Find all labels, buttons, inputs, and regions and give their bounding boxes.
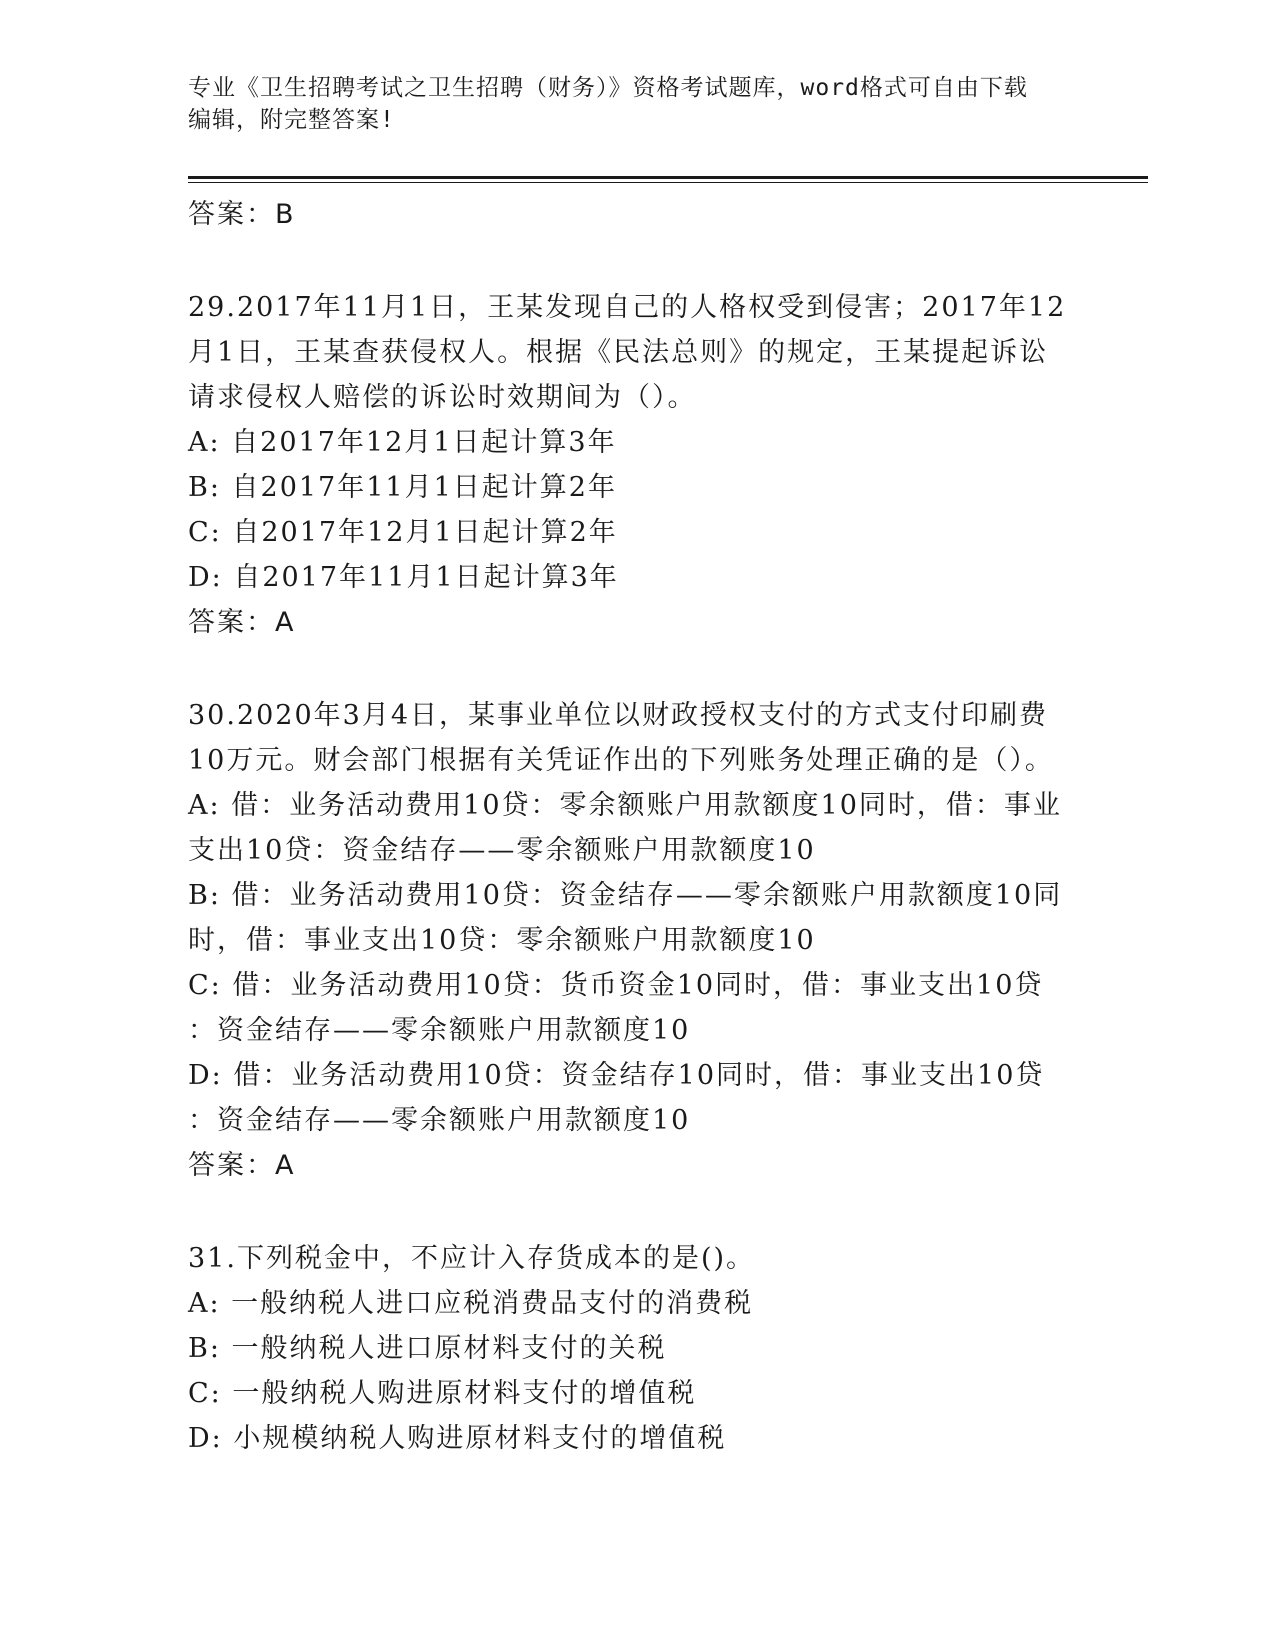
- question-29-option-b: B: 自2017年11月1日起计算2年: [188, 472, 617, 503]
- question-30-option-d-cont: ：资金结存——零余额账户用款额度10: [188, 1105, 691, 1136]
- question-30-option-a-cont: 支出10贷：资金结存——零余额账户用款额度10: [188, 835, 816, 866]
- answer-prev: 答案：B: [188, 199, 296, 230]
- question-29-stem-line: 月1日，王某查获侵权人。根据《民法总则》的规定，王某提起诉讼: [188, 337, 1049, 368]
- question-30: [188, 693, 1088, 1188]
- header-line-1: 专业《卫生招聘考试之卫生招聘（财务）》资格考试题库，word格式可自由下载: [188, 75, 1028, 101]
- page-header: [188, 72, 1068, 136]
- question-29-option-a: A: 自2017年12月1日起计算3年: [188, 427, 617, 458]
- question-31: [188, 1236, 1088, 1461]
- question-29-stem-line: 请求侵权人赔偿的诉讼时效期间为（）。: [188, 382, 697, 413]
- question-30-option-c: C: 借：业务活动费用10贷：货币资金10同时，借：事业支出10贷: [188, 970, 1044, 1001]
- question-30-option-b-cont: 时，借：事业支出10贷：零余额账户用款额度10: [188, 925, 816, 956]
- question-31-option-c: C: 一般纳税人购进原材料支付的增值税: [188, 1378, 697, 1409]
- question-29-answer: 答案：A: [188, 607, 296, 638]
- header-rule-thin: [188, 182, 1148, 183]
- question-30-stem-line: 30.2020年3月4日，某事业单位以财政授权支付的方式支付印刷费: [188, 700, 1049, 731]
- question-30-option-b: B: 借：业务活动费用10贷：资金结存——零余额账户用款额度10同: [188, 880, 1063, 911]
- question-29-option-d: D: 自2017年11月1日起计算3年: [188, 562, 619, 593]
- header-rule-thick: [188, 176, 1148, 179]
- spacer: [188, 645, 1088, 693]
- spacer: [188, 1188, 1088, 1236]
- question-29-option-c: C: 自2017年12月1日起计算2年: [188, 517, 618, 548]
- question-31-stem-line: 31.下列税金中，不应计入存货成本的是()。: [188, 1243, 756, 1274]
- header-line-2: 编辑，附完整答案!: [188, 107, 395, 133]
- question-29: [188, 285, 1088, 645]
- question-31-option-d: D: 小规模纳税人购进原材料支付的增值税: [188, 1423, 727, 1454]
- question-30-answer: 答案：A: [188, 1150, 296, 1181]
- question-31-option-b: B: 一般纳税人进口原材料支付的关税: [188, 1333, 667, 1364]
- spacer: [188, 237, 1088, 285]
- question-30-option-c-cont: ：资金结存——零余额账户用款额度10: [188, 1015, 691, 1046]
- question-content: [188, 192, 1088, 1461]
- question-30-option-a: A: 借：业务活动费用10贷：零余额账户用款额度10同时，借：事业: [188, 790, 1062, 821]
- question-29-stem-line: 29.2017年11月1日，王某发现自己的人格权受到侵害；2017年12: [188, 292, 1067, 323]
- question-31-option-a: A: 一般纳税人进口应税消费品支付的消费税: [188, 1288, 754, 1319]
- question-30-stem-line: 10万元。财会部门根据有关凭证作出的下列账务处理正确的是（）。: [188, 745, 1054, 776]
- question-30-option-d: D: 借：业务活动费用10贷：资金结存10同时，借：事业支出10贷: [188, 1060, 1045, 1091]
